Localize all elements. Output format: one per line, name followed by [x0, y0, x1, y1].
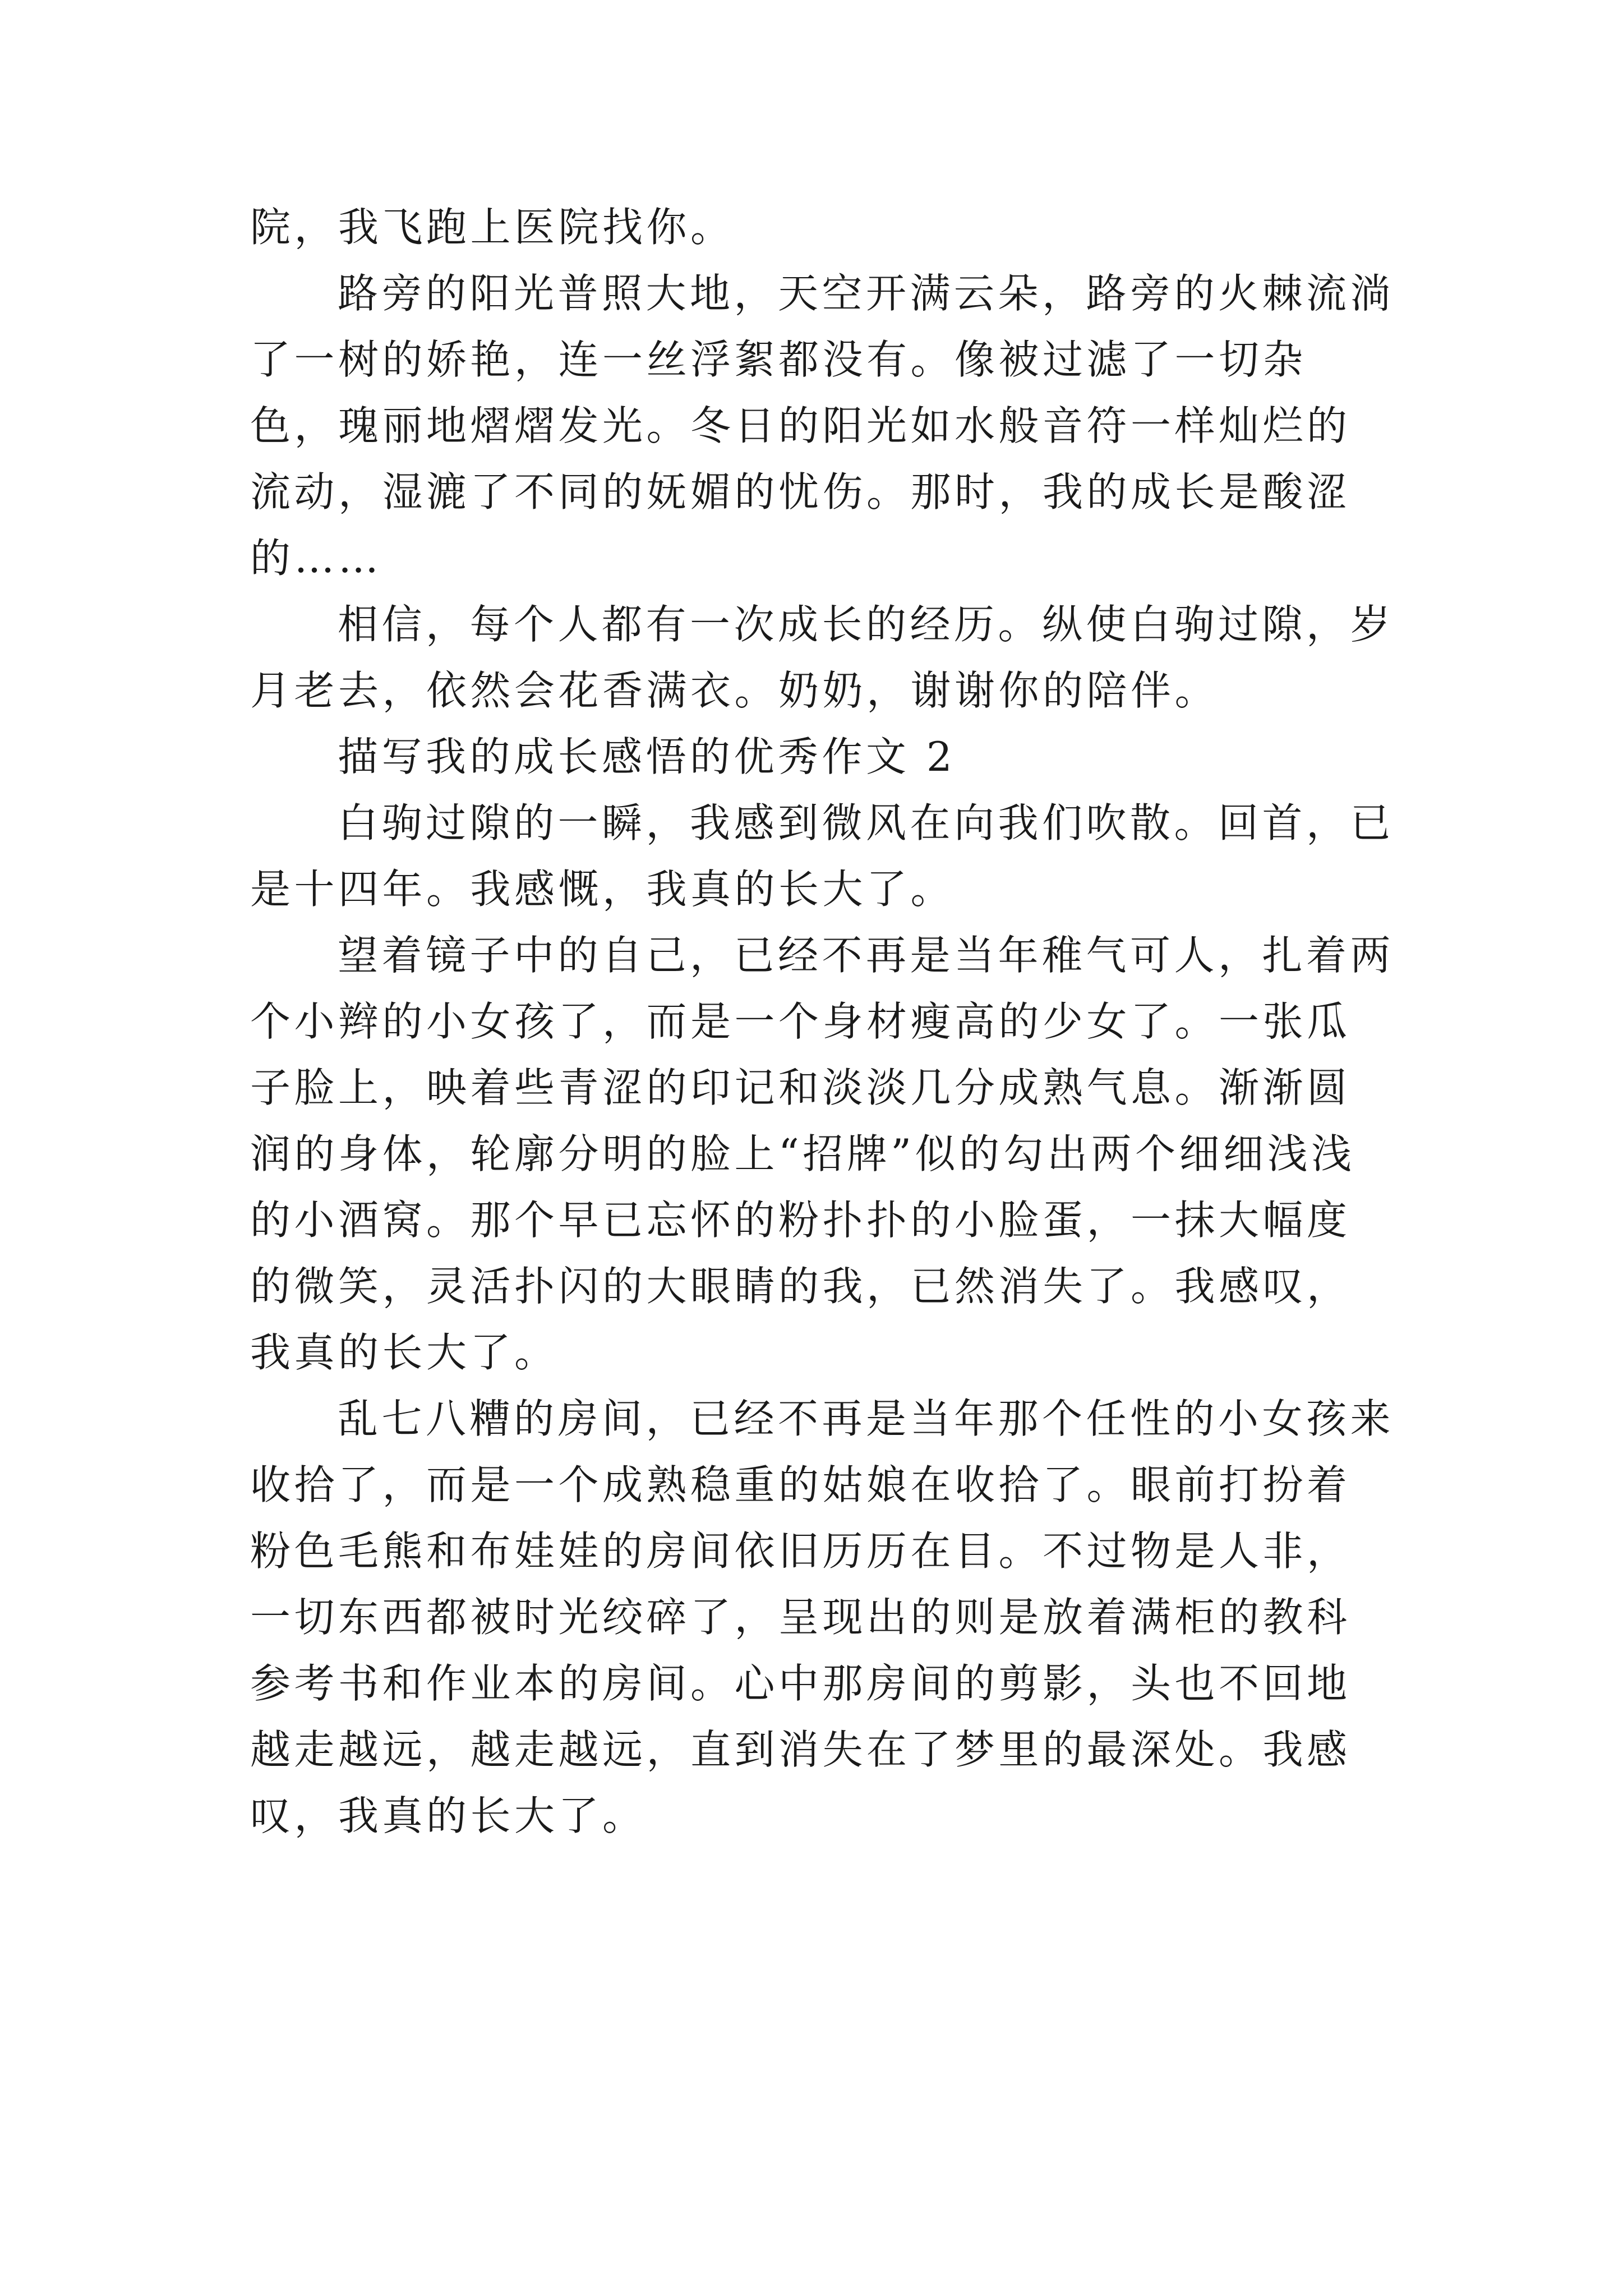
paragraph-continuation: 院，我飞跑上医院找你。 — [250, 204, 735, 251]
paragraph-sunlight: 路旁的阳光普照大地，天空开满云朵，路旁的火棘流淌了一树的娇艳，连一丝浮絮都没有。像被过滤了一切杂色，瑰丽地熠熠发光。冬日的阳光如水般音符一样灿烂的流动，湿漉了不同的妩媚的忧伤。那时，我的成长是酸涩的…… — [250, 270, 1395, 582]
paragraph-gratitude: 相信，每个人都有一次成长的经历。纵使白驹过隙，岁月老去，依然会花香满衣。奶奶，谢谢你的陪伴。 — [250, 601, 1395, 714]
paragraph-room: 乱七八糟的房间，已经不再是当年那个任性的小女孩来收拾了，而是一个成熟稳重的姑娘在收拾了。眼前打扮着粉色毛熊和布娃娃的房间依旧历历在目。不过物是人非，一切东西都被时光绞碎了，呈现出的则是放着满柜的教科参考书和作业本的房间。心中那房间的剪影，头也不回地越走越远，越走越远，直到消失在了梦里的最深处。我感叹，我真的长大了。 — [250, 1395, 1395, 1839]
paragraph-fourteen-years: 白驹过隙的一瞬，我感到微风在向我们吹散。回首，已是十四年。我感慨，我真的长大了。 — [250, 799, 1395, 913]
essay-body — [250, 194, 1394, 1849]
paragraph-mirror: 望着镜子中的自己，已经不再是当年稚气可人，扎着两个小辫的小女孩了，而是一个身材瘦高的少女了。一张瓜子脸上，映着些青涩的印记和淡淡几分成熟气息。渐渐圆润的身体，轮廓分明的脸上“招牌”似的勾出两个细细浅浅的小酒窝。那个早已忘怀的粉扑扑的小脸蛋，一抹大幅度的微笑，灵活扑闪的大眼睛的我，已然消失了。我感叹，我真的长大了。 — [250, 932, 1395, 1376]
essay-title-2: 描写我的成长感悟的优秀作文 2 — [338, 733, 956, 780]
